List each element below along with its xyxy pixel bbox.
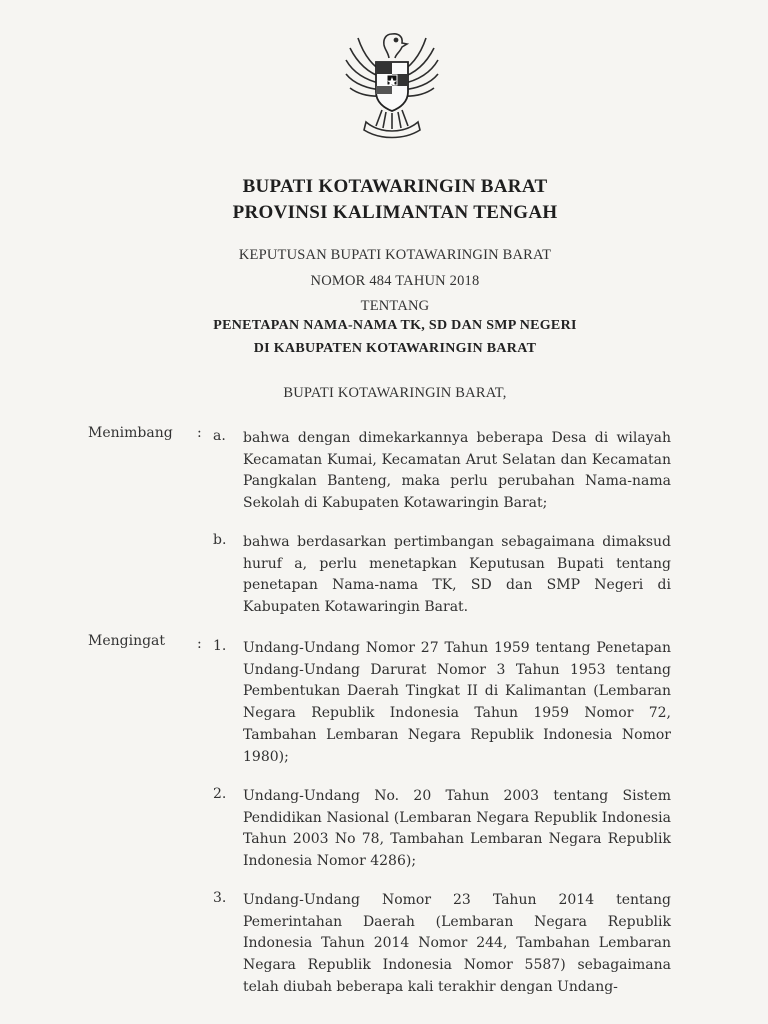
mengingat-item-3: Undang-Undang Nomor 23 Tahun 2014 tentang Pemerintahan Daerah (Lembaran Negara Republik Indonesia Tahun 2014 Nomor 244, Tambahan Lembaran Negara Republik Indonesia Nomor 5587) sebagaimana telah diubah beberapa kali terakhir dengan Undang- bbox=[243, 892, 671, 995]
mengingat-marker-2: 2. bbox=[213, 786, 227, 802]
regent-title: BUPATI KOTAWARINGIN BARAT bbox=[242, 176, 548, 197]
decree-subject-line-1: PENETAPAN NAMA-NAMA TK, SD DAN SMP NEGERI bbox=[213, 318, 577, 333]
decree-subject-line-2: DI KABUPATEN KOTAWARINGIN BARAT bbox=[253, 341, 537, 356]
menimbang-item-b: bahwa berdasarkan pertimbangan sebagaimana dimaksud huruf a, perlu menetapkan Keputusan Bupati tentang penetapan Nama-nama TK, SD dan SMP Negeri di Kabupaten Kotawaringin Barat. bbox=[243, 534, 671, 616]
menimbang-label: Menimbang bbox=[88, 425, 173, 441]
mengingat-label: Mengingat bbox=[88, 633, 166, 649]
mengingat-marker-1: 1. bbox=[213, 638, 227, 654]
menimbang-item-a: bahwa dengan dimekarkannya beberapa Desa di wilayah Kecamatan Kumai, Kecamatan Arut Selatan dan Kecamatan Pangkalan Banteng, maka perlu perubahan Nama-nama Sekolah di Kabupaten Kotawaringin Barat; bbox=[243, 430, 671, 512]
decree-title: KEPUTUSAN BUPATI KOTAWARINGIN BARAT bbox=[238, 247, 552, 263]
menimbang-marker-b: b. bbox=[213, 532, 227, 548]
mengingat-marker-3: 3. bbox=[213, 890, 227, 906]
garuda-emblem-icon bbox=[336, 18, 448, 142]
mengingat-colon: : bbox=[197, 636, 202, 652]
menimbang-colon: : bbox=[197, 425, 202, 441]
mengingat-item-2: Undang-Undang No. 20 Tahun 2003 tentang Sistem Pendidikan Nasional (Lembaran Negara Republik Indonesia Tahun 2003 No 78, Tambahan Lembaran Negara Republik Indonesia Nomor 4286); bbox=[243, 788, 671, 870]
decree-number: NOMOR 484 TAHUN 2018 bbox=[310, 273, 480, 289]
menimbang-marker-a: a. bbox=[213, 428, 226, 444]
issuer-line: BUPATI KOTAWARINGIN BARAT, bbox=[283, 385, 507, 401]
province-title: PROVINSI KALIMANTAN TENGAH bbox=[232, 202, 558, 223]
mengingat-item-1: Undang-Undang Nomor 27 Tahun 1959 tentang Penetapan Undang-Undang Darurat Nomor 3 Tahun 1953 tentang Pembentukan Daerah Tingkat II di Kalimantan (Lembaran Negara Republik Indonesia Tahun 1959 Nomor 72, Tambahan Lembaran Negara Republik Indonesia Nomor 1980); bbox=[243, 640, 671, 765]
decree-about: TENTANG bbox=[360, 298, 430, 314]
